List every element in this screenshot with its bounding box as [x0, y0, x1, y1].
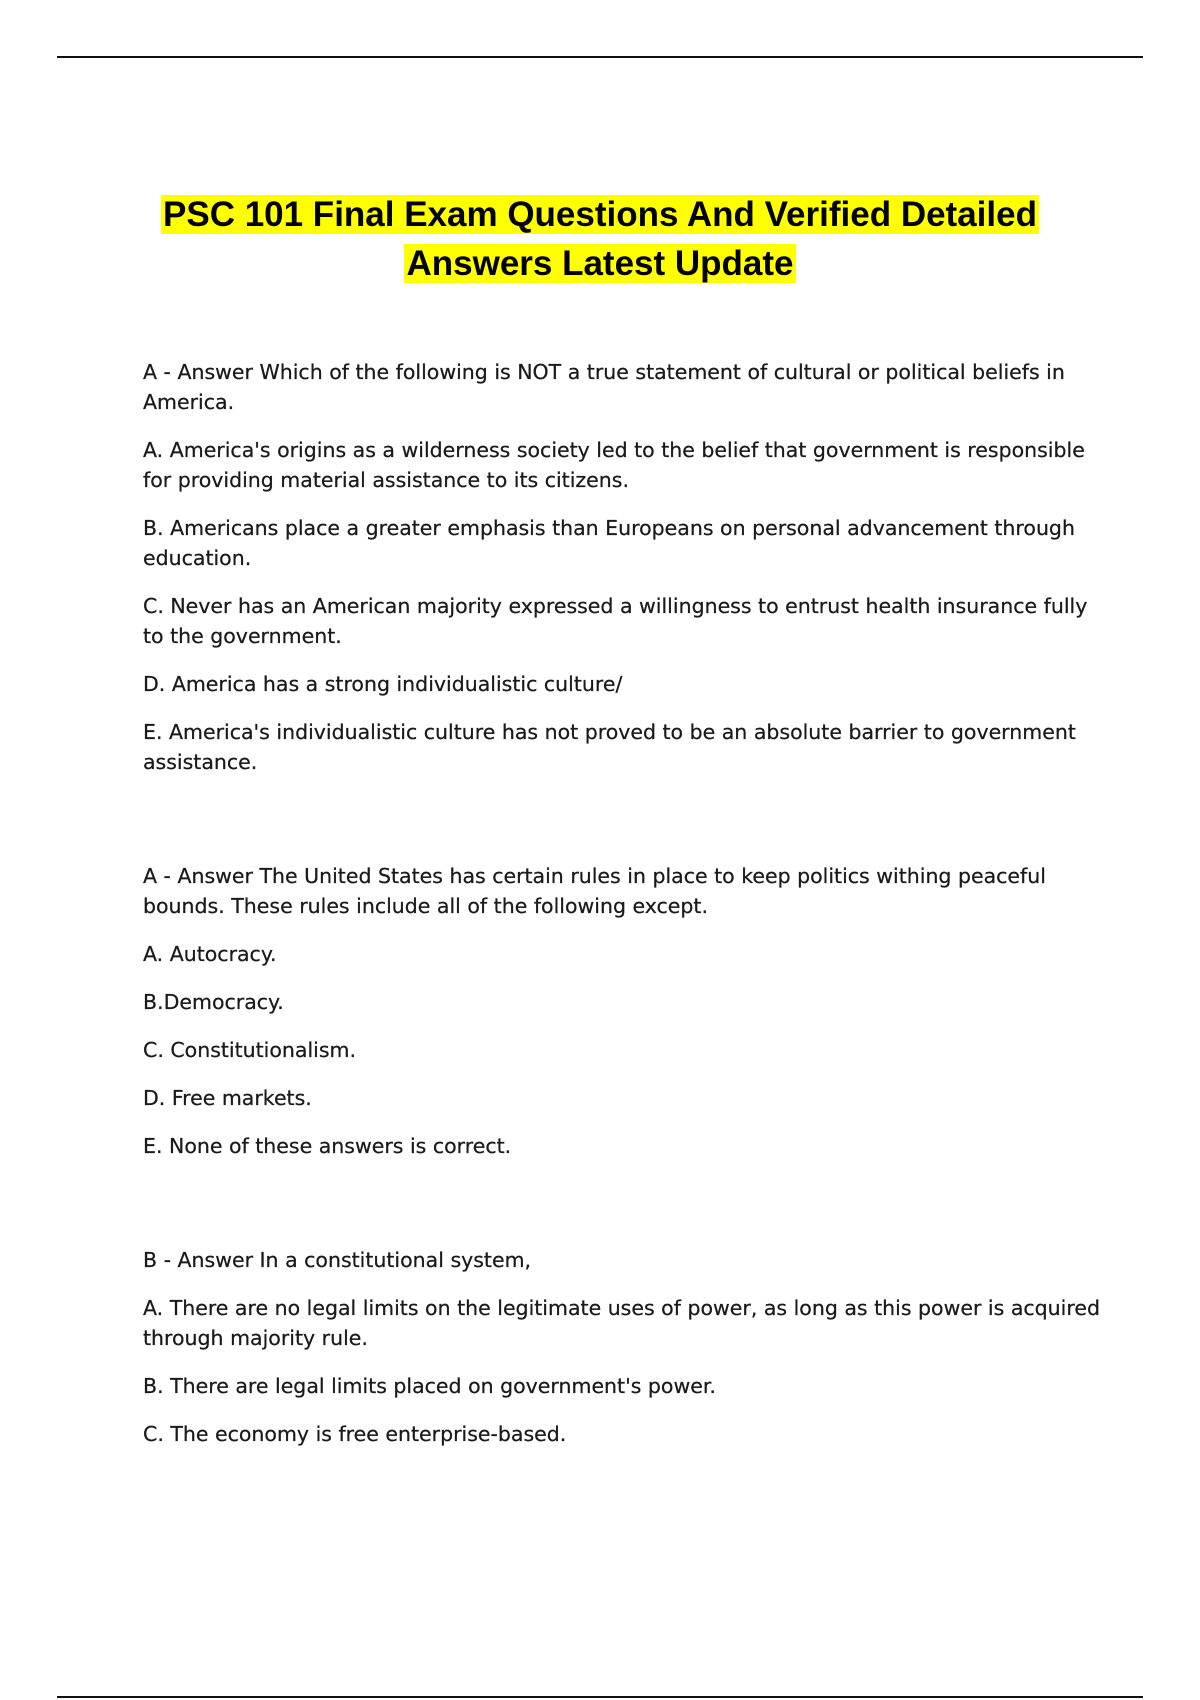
answer-option: C. Constitutionalism.	[143, 1038, 357, 1062]
answer-option: A. There are no legal limits on the legitimate uses of power, as long as this power is acquired through majority rule.	[143, 1296, 1100, 1350]
answer-option: B.Democracy.	[143, 990, 284, 1014]
answer-option: B. Americans place a greater emphasis than Europeans on personal advancement through education.	[143, 516, 1075, 570]
document-title	[100, 190, 1100, 288]
header-rule	[57, 56, 1143, 58]
answer-option: C. The economy is free enterprise-based.	[143, 1422, 567, 1446]
answer-option: A. America's origins as a wilderness society led to the belief that government is responsible for providing material assistance to its citizens.	[143, 438, 1085, 492]
question-block-3	[143, 1245, 1103, 1449]
answer-option: A. Autocracy.	[143, 942, 277, 966]
question-stem: B - Answer In a constitutional system,	[143, 1248, 532, 1272]
question-block-1	[143, 357, 1103, 777]
footer-rule	[57, 1696, 1143, 1698]
answer-option: B. There are legal limits placed on government's power.	[143, 1374, 716, 1398]
title-line-2: Answers Latest Update	[406, 244, 794, 283]
question-stem: A - Answer The United States has certain rules in place to keep politics withing peaceful bounds. These rules include all of the following except.	[143, 864, 1046, 918]
question-stem: A - Answer Which of the following is NOT a true statement of cultural or political beliefs in America.	[143, 360, 1065, 414]
answer-option: E. America's individualistic culture has not proved to be an absolute barrier to government assistance.	[143, 720, 1076, 774]
question-block-2	[143, 861, 1103, 1161]
answer-option: C. Never has an American majority expressed a willingness to entrust health insurance fully to the government.	[143, 594, 1088, 648]
answer-option: E. None of these answers is correct.	[143, 1134, 512, 1158]
answer-option: D. America has a strong individualistic culture/	[143, 672, 623, 696]
questions-list	[143, 357, 1103, 1449]
answer-option: D. Free markets.	[143, 1086, 312, 1110]
title-line-1: PSC 101 Final Exam Questions And Verified Detailed	[163, 195, 1037, 234]
